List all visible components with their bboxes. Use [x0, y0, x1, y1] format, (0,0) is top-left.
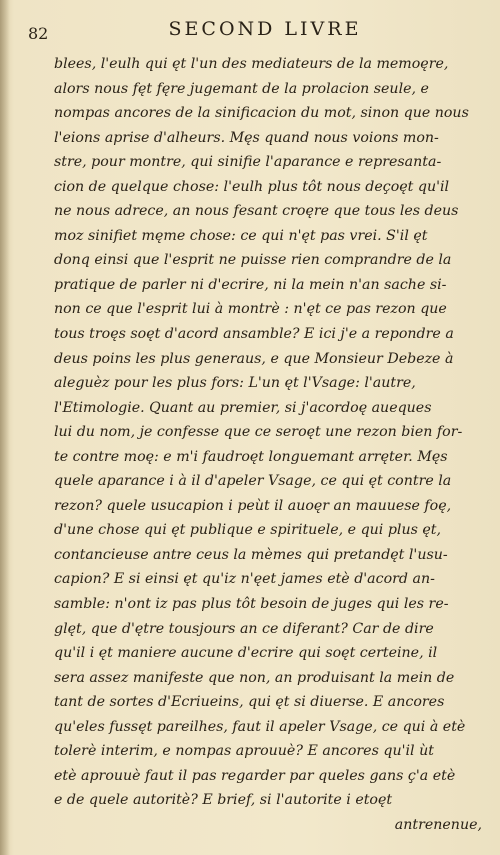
text-line: samble: n'ont iz pas plus tôt besoin de juges qui les re- [54, 596, 449, 613]
text-line: rezon? quele usucapion i peùt il auoęr an mauuese foę, [54, 497, 452, 514]
text-line: d'une chose qui ęt publique e spirituele, e qui plus ęt, [54, 522, 441, 539]
text-line: capion? E si einsi ęt qu'iz n'ęet james etè d'acord an- [54, 571, 435, 588]
text-line: aleguèz pour les plus fors: L'un ęt l'Vsage: l'autre, [54, 375, 416, 392]
text-line: non ce que l'esprit lui à montrè : n'ęt ce pas rezon que [54, 301, 447, 318]
text-line: contancieuse antre ceus la mèmes qui pretandęt l'usu- [54, 546, 448, 563]
body-text [54, 52, 482, 838]
text-line: deus poins les plus generaus, e que Monsieur Debeze à [54, 350, 454, 367]
text-line: cion de quelque chose: l'eulh plus tôt nous deçoęt qu'il [54, 178, 450, 195]
text-line: antrenenue, [394, 816, 482, 833]
text-line: donq einsi que l'esprit ne puisse rien comprandre de la [54, 252, 452, 269]
text-line: l'Etimologie. Quant au premier, si j'acordoę aueques [54, 399, 432, 416]
text-line: blees, l'eulh qui ęt l'un des mediateurs de la memoęre, [54, 56, 449, 72]
text-line: stre, pour montre, qui sinifie l'aparance e represanta- [54, 154, 442, 171]
text-line: glęt, que d'ętre tousjours an ce diferant? Car de dire [54, 620, 434, 637]
text-line: qu'eles fussęt pareilhes, faut il apeler Vsage, ce qui à etè [54, 718, 466, 735]
text-line: l'eions aprise d'alheurs. Męs quand nous voions mon- [54, 129, 439, 146]
running-head: SECOND LIVRE [168, 18, 362, 40]
text-line: ne nous adrece, an nous fesant croęre que tous les deus [54, 203, 459, 220]
text-line: pratique de parler ni d'ecrire, ni la mein n'an sache si- [54, 276, 447, 293]
text-line: tous troęs soęt d'acord ansamble? E ici j'e a repondre a [54, 326, 454, 343]
text-line: tolerè interim, e nompas aprouuè? E ancores qu'il ùt [54, 743, 434, 760]
text-line: moz sinifiet męme chose: ce qui n'ęt pas vrei. S'il ęt [54, 227, 428, 244]
text-line: alors nous fęt fęre jugemant de la prolacion seule, e [54, 80, 429, 97]
text-line: quele aparance i à il d'apeler Vsage, ce qui ęt contre la [54, 473, 452, 490]
text-line: e de quele autoritè? E brief, si l'autorite i etoęt [54, 792, 393, 809]
gutter-shadow [0, 0, 10, 855]
text-line: etè aprouuè faut il pas regarder par queles gans ç'a etè [54, 767, 456, 784]
text-line: qu'il i ęt maniere aucune d'ecrire qui soęt certeine, il [54, 645, 438, 662]
text-line: nompas ancores de la sinificacion du mot, sinon que nous [54, 105, 469, 122]
text-line: lui du nom, je confesse que ce seroęt une rezon bien for- [54, 424, 463, 441]
text-line: te contre moę: e m'i faudroęt longuemant arręter. Męs [54, 448, 448, 465]
text-line: tant de sortes d'Ecriueins, qui ęt si diuerse. E ancores [54, 694, 445, 711]
text-line: sera assez manifeste que non, an produisant la mein de [54, 669, 455, 686]
page-number: 82 [28, 24, 49, 43]
